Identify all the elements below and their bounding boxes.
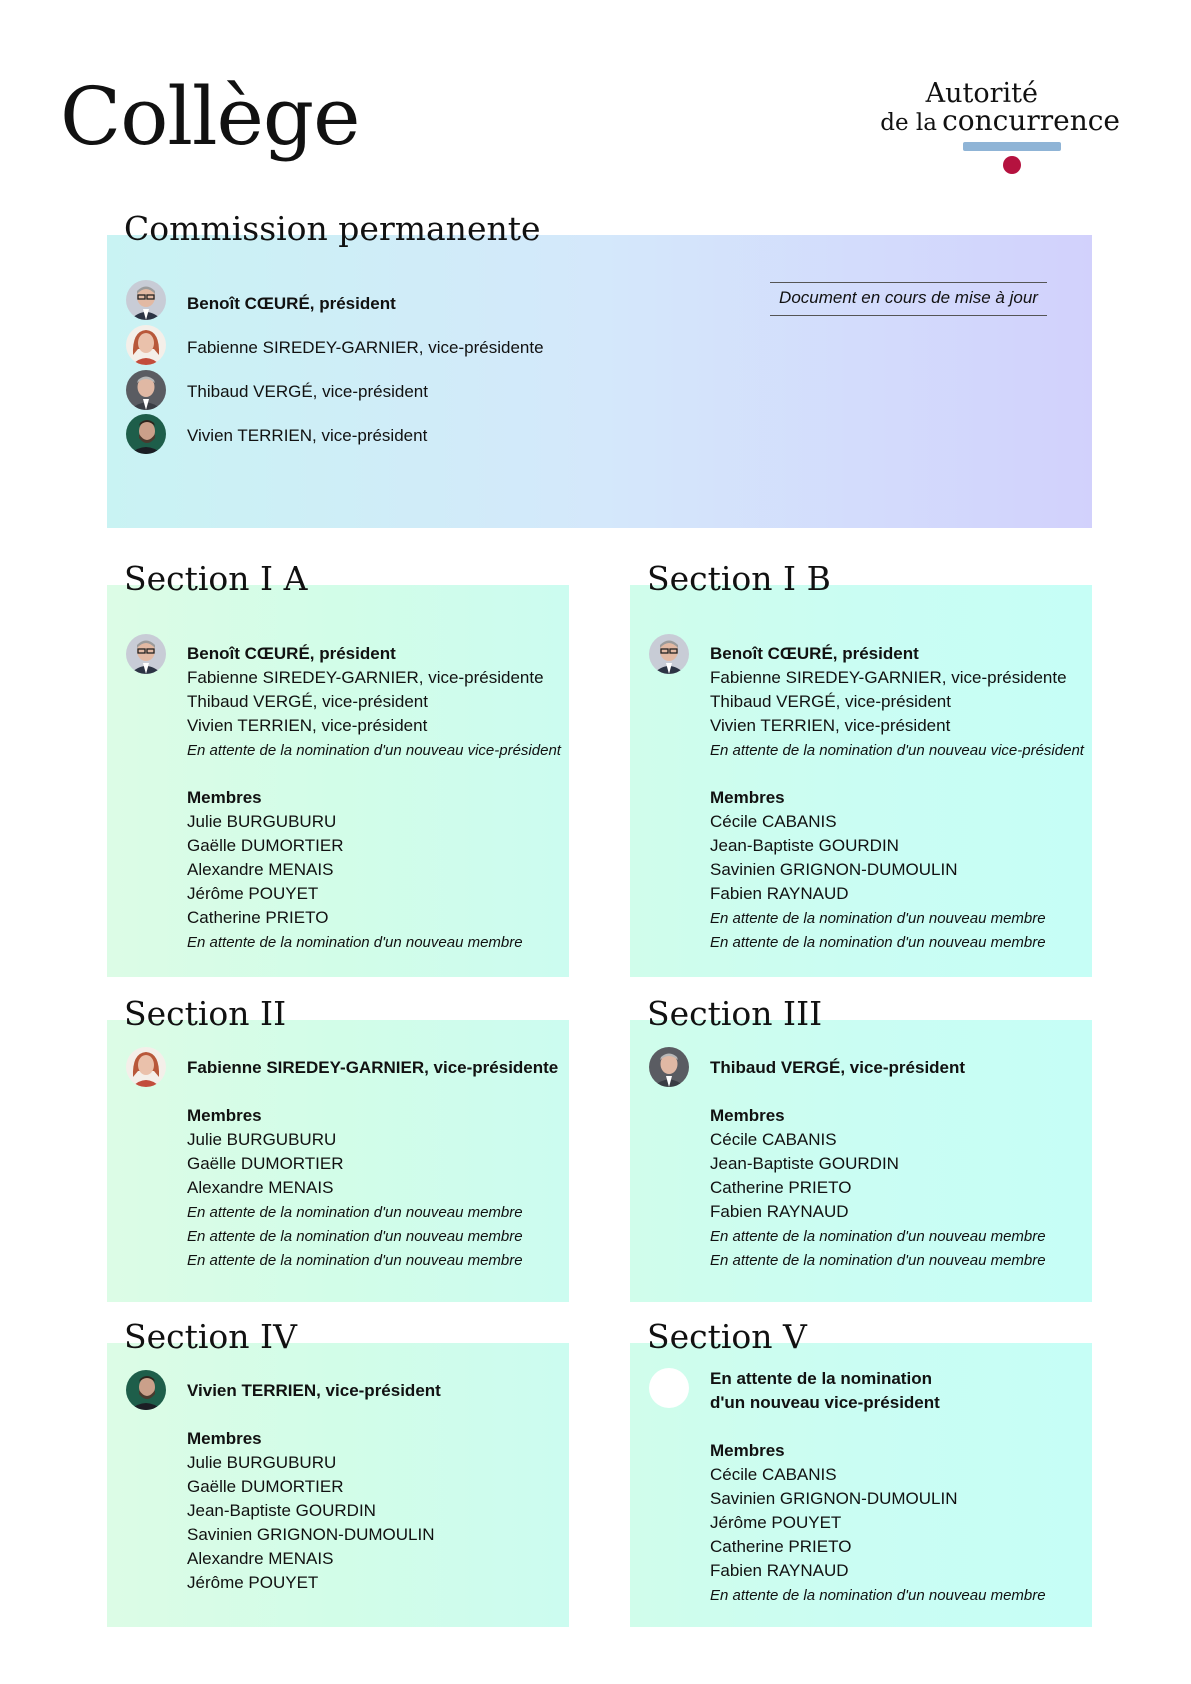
vice-president: Thibaud VERGÉ, vice-président (187, 692, 428, 711)
member: Alexandre MENAIS (187, 1178, 334, 1197)
commission-member: Benoît CŒURÉ, président (187, 294, 396, 313)
member: Julie BURGUBURU (187, 812, 337, 831)
section-leader: Vivien TERRIEN, vice-président (187, 1381, 441, 1400)
section-leader: Thibaud VERGÉ, vice-président (710, 1058, 966, 1077)
logo-line2 (880, 104, 1120, 137)
member: Gaëlle DUMORTIER (187, 1477, 344, 1496)
commission-member: Fabienne SIREDEY-GARNIER, vice-présidente (187, 338, 544, 357)
section-1b-heading: Section I B (647, 559, 831, 598)
member: Cécile CABANIS (710, 1465, 837, 1484)
pending-member: En attente de la nomination d'un nouveau membre (710, 934, 1046, 951)
avatar-verge (649, 1047, 689, 1087)
member: Catherine PRIETO (187, 908, 329, 927)
vice-president: Thibaud VERGÉ, vice-président (710, 692, 951, 711)
pending-member: En attente de la nomination d'un nouveau membre (710, 910, 1046, 927)
avatar-placeholder (649, 1368, 689, 1408)
avatar-siredey-garnier (126, 325, 166, 365)
member: Catherine PRIETO (710, 1178, 852, 1197)
page-title: Collège (60, 70, 360, 163)
section-5-heading: Section V (647, 1317, 807, 1356)
logo-bar (963, 142, 1061, 151)
members-label: Membres (187, 1429, 262, 1448)
member: Jean-Baptiste GOURDIN (187, 1501, 376, 1520)
section-leader: d'un nouveau vice-président (710, 1393, 940, 1412)
logo-line2-small: de la (880, 110, 937, 136)
member: Savinien GRIGNON-DUMOULIN (710, 1489, 958, 1508)
pending-member: En attente de la nomination d'un nouveau membre (710, 1587, 1046, 1604)
member: Gaëlle DUMORTIER (187, 1154, 344, 1173)
member: Jean-Baptiste GOURDIN (710, 1154, 899, 1173)
section-leader: Benoît CŒURÉ, président (187, 644, 396, 663)
member: Jérôme POUYET (187, 884, 319, 903)
members-label: Membres (187, 1106, 262, 1125)
update-note-text: Document en cours de mise à jour (779, 288, 1038, 307)
member: Fabien RAYNAUD (710, 1561, 849, 1580)
vice-president: Vivien TERRIEN, vice-président (187, 716, 428, 735)
member: Savinien GRIGNON-DUMOULIN (187, 1525, 435, 1544)
section-leader: En attente de la nomination (710, 1369, 932, 1388)
pending-member: En attente de la nomination d'un nouveau membre (187, 1228, 523, 1245)
section-leader: Fabienne SIREDEY-GARNIER, vice-présidente (187, 1058, 559, 1077)
commission-member: Thibaud VERGÉ, vice-président (187, 382, 428, 401)
member: Fabien RAYNAUD (710, 1202, 849, 1221)
member: Cécile CABANIS (710, 812, 837, 831)
commission-heading: Commission permanente (124, 209, 541, 248)
section-2-heading: Section II (124, 994, 287, 1033)
member: Julie BURGUBURU (187, 1130, 337, 1149)
avatar-verge (126, 370, 166, 410)
commission-member: Vivien TERRIEN, vice-président (187, 426, 428, 445)
logo-line2-big: concurrence (942, 104, 1120, 137)
member: Jérôme POUYET (710, 1513, 842, 1532)
member: Fabien RAYNAUD (710, 884, 849, 903)
pending-member: En attente de la nomination d'un nouveau membre (710, 1228, 1046, 1245)
avatar-siredey-garnier (126, 1047, 166, 1087)
vice-president: Fabienne SIREDEY-GARNIER, vice-présidente (710, 668, 1067, 687)
member: Alexandre MENAIS (187, 860, 334, 879)
update-note (770, 282, 1047, 316)
avatar-coeure (126, 280, 166, 320)
members-label: Membres (710, 1106, 785, 1125)
members-label: Membres (187, 788, 262, 807)
member: Julie BURGUBURU (187, 1453, 337, 1472)
vice-president: Fabienne SIREDEY-GARNIER, vice-présidente (187, 668, 544, 687)
logo-line1: Autorité (925, 78, 1038, 109)
members-label: Membres (710, 1441, 785, 1460)
avatar-coeure (126, 634, 166, 674)
members-label: Membres (710, 788, 785, 807)
avatar-coeure (649, 634, 689, 674)
pending-member: En attente de la nomination d'un nouveau membre (187, 934, 523, 951)
section-4-heading: Section IV (124, 1317, 297, 1356)
logo-dot (1003, 156, 1021, 174)
member: Alexandre MENAIS (187, 1549, 334, 1568)
avatar-terrien (126, 414, 166, 454)
pending-member: En attente de la nomination d'un nouveau membre (187, 1204, 523, 1221)
member: Jean-Baptiste GOURDIN (710, 836, 899, 855)
member: Cécile CABANIS (710, 1130, 837, 1149)
member: Jérôme POUYET (187, 1573, 319, 1592)
autorite-concurrence-logo (880, 78, 1120, 178)
section-1a-heading: Section I A (124, 559, 308, 598)
avatar-terrien (126, 1370, 166, 1410)
pending-vice-president: En attente de la nomination d'un nouveau vice-président (710, 742, 1084, 759)
member: Savinien GRIGNON-DUMOULIN (710, 860, 958, 879)
section-3-heading: Section III (647, 994, 823, 1033)
pending-member: En attente de la nomination d'un nouveau membre (187, 1252, 523, 1269)
vice-president: Vivien TERRIEN, vice-président (710, 716, 951, 735)
pending-member: En attente de la nomination d'un nouveau membre (710, 1252, 1046, 1269)
member: Catherine PRIETO (710, 1537, 852, 1556)
section-leader: Benoît CŒURÉ, président (710, 644, 919, 663)
member: Gaëlle DUMORTIER (187, 836, 344, 855)
pending-vice-president: En attente de la nomination d'un nouveau vice-président (187, 742, 561, 759)
